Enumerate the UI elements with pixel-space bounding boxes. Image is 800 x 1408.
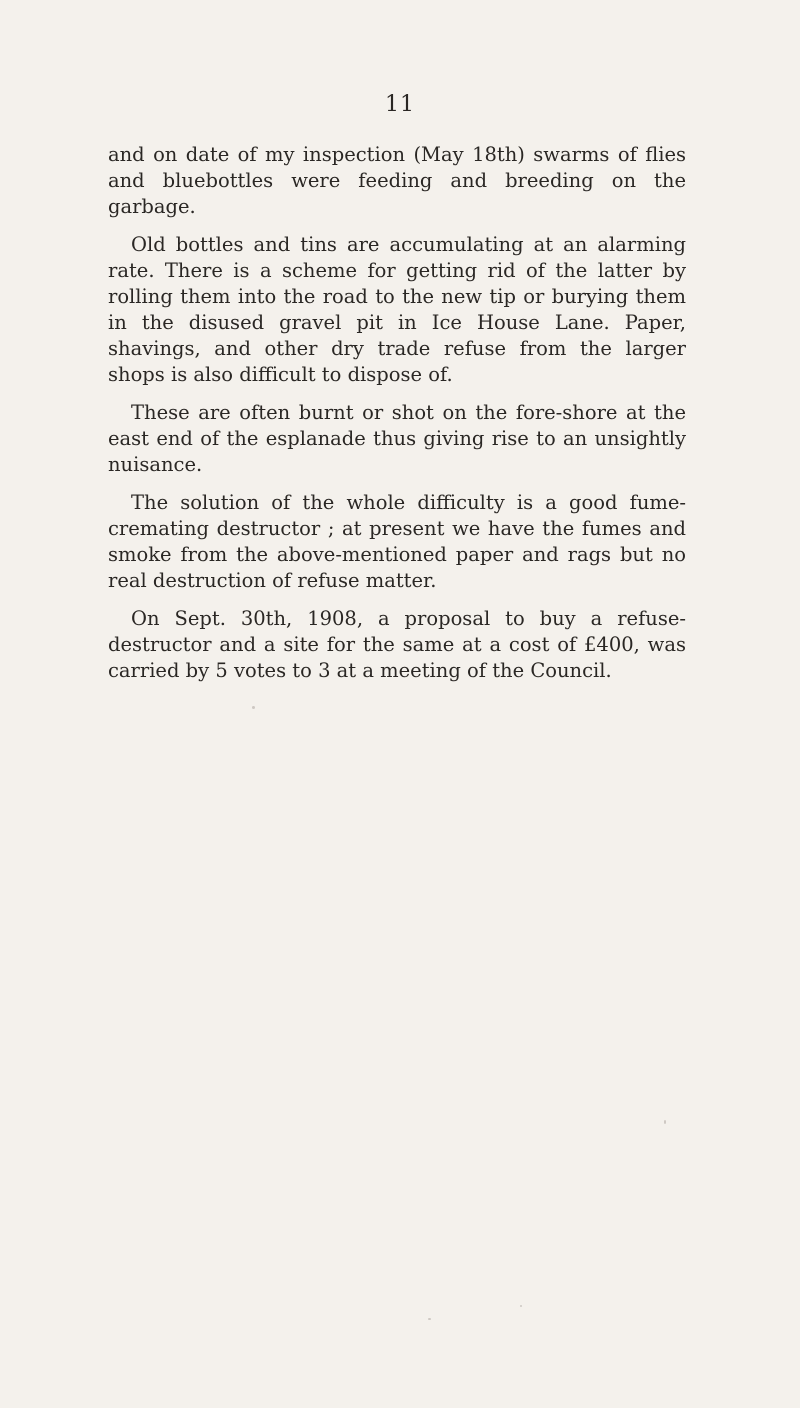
scan-speck: [252, 706, 255, 709]
page-number: 11: [385, 92, 415, 117]
scan-speck: [520, 1305, 522, 1307]
paragraph-2: Old bottles and tins are accumulating at an alarming rate. There is a scheme for getting rid of the latter by rolling them into the road to the new tip or burying them in the disused gravel pit in Ice House Lane. Paper, shavings, and other dry trade refuse from the larger shops is also difficult to dispose of.: [108, 233, 686, 386]
scan-speck: [664, 1120, 666, 1124]
body-text: [108, 142, 686, 696]
paragraph-1: and on date of my inspection (May 18th) swarms of flies and bluebottles were feeding and breeding on the garbage.: [108, 143, 686, 218]
paragraph-4: The solution of the whole difficulty is a good fume-cremating destructor ; at present we have the fumes and smoke from the above-mentioned paper and rags but no real destruction of refuse matter.: [108, 491, 686, 592]
paragraph-5: On Sept. 30th, 1908, a proposal to buy a refuse-destructor and a site for the same at a cost of £400, was carried by 5 votes to 3 at a meeting of the Council.: [108, 607, 686, 682]
paragraph-3: These are often burnt or shot on the fore-shore at the east end of the esplanade thus giving rise to an unsightly nuisance.: [108, 401, 686, 476]
scan-speck: [428, 1318, 431, 1320]
